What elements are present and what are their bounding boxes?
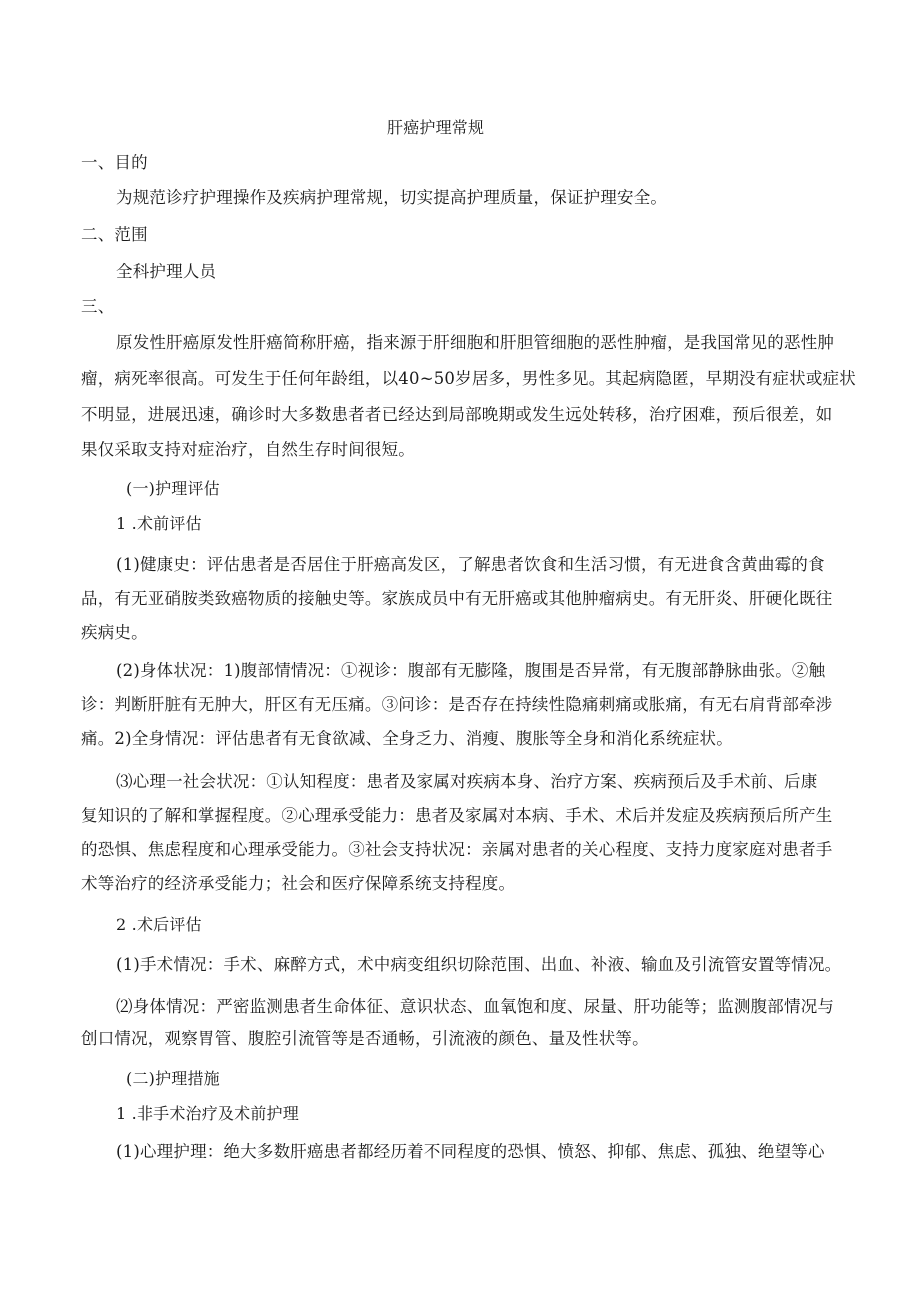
- measures-heading: (二)护理措施: [126, 1069, 220, 1088]
- document-title: 肝癌护理常规: [387, 118, 485, 137]
- health-history-line-3: 疾病史。: [81, 623, 148, 642]
- intro-line-4: 果仅采取支持对症治疗，自然生存时间很短。: [81, 440, 415, 459]
- psychosocial-line-3: 的恐惧、焦虑程度和心理承受能力。③社会支持状况：亲属对患者的关心程度、支持力度家庭对患者手: [81, 840, 833, 859]
- body-status-line-2: 创口情况，观察胃管、腹腔引流管等是否通畅，引流液的颜色、量及性状等。: [81, 1029, 649, 1048]
- psychosocial-line-4: 术等治疗的经济承受能力；社会和医疗保障系统支持程度。: [81, 874, 516, 893]
- intro-line-2: 瘤，病死率很高。可发生于任何年龄组，以40~50岁居多，男性多见。其起病隐匿，早期没有症状或症状: [81, 369, 856, 388]
- health-history-line-2: 品，有无亚硝胺类致癌物质的接触史等。家族成员中有无肝癌或其他肿瘤病史。有无肝炎、肝硬化既往: [81, 589, 833, 608]
- nonsurgical-heading: 1 .非手术治疗及术前护理: [116, 1104, 299, 1123]
- scope-heading: 二、范围: [81, 225, 148, 244]
- physical-status-line-2: 诊：判断肝脏有无肿大，肝区有无压痛。③问诊：是否存在持续性隐痛刺痛或胀痛，有无右肩背部牵涉: [81, 695, 833, 714]
- physical-status-line-1: (2)身体状况：1)腹部情情况：①视诊：腹部有无膨隆，腹围是否异常，有无腹部静脉曲张。②触: [116, 661, 826, 680]
- third-heading: 三、: [81, 297, 115, 316]
- psychosocial-line-2: 复知识的了解和掌握程度。②心理承受能力：患者及家属对本病、手术、术后并发症及疾病预后所产生: [81, 806, 833, 825]
- psych-care-line: (1)心理护理：绝大多数肝癌患者都经历着不同程度的恐惧、愤怒、抑郁、焦虑、孤独、绝望等心: [116, 1142, 825, 1161]
- health-history-line-1: (1)健康史：评估患者是否居住于肝癌高发区，了解患者饮食和生活习惯，有无进食含黄曲霉的食: [116, 555, 825, 574]
- body-status-line-1: ⑵身体情况：严密监测患者生命体征、意识状态、血氧饱和度、尿量、肝功能等；监测腹部情况与: [116, 997, 835, 1016]
- scope-text: 全科护理人员: [116, 262, 217, 281]
- assessment-heading: (一)护理评估: [126, 479, 220, 498]
- intro-line-1: 原发性肝癌原发性肝癌简称肝癌，指来源于肝细胞和肝胆管细胞的恶性肿瘤，是我国常见的恶性肿: [116, 333, 835, 352]
- preop-heading: 1 .术前评估: [116, 514, 202, 533]
- purpose-heading: 一、目的: [81, 153, 148, 172]
- psychosocial-line-1: ⑶心理一社会状况：①认知程度：患者及家属对疾病本身、治疗方案、疾病预后及手术前、后康: [116, 772, 818, 791]
- intro-line-3: 不明显，进展迅速，确诊时大多数患者者已经达到局部晚期或发生远处转移，治疗困难，预后很差，如: [81, 405, 833, 424]
- physical-status-line-3: 痛。2)全身情况：评估患者有无食欲减、全身乏力、消瘦、腹胀等全身和消化系统症状。: [81, 729, 733, 748]
- purpose-text: 为规范诊疗护理操作及疾病护理常规，切实提高护理质量，保证护理安全。: [116, 188, 668, 207]
- surgery-status: (1)手术情况：手术、麻醉方式，术中病变组织切除范围、出血、补液、输血及引流管安置等情况。: [116, 955, 842, 974]
- postop-heading: 2 .术后评估: [116, 915, 202, 934]
